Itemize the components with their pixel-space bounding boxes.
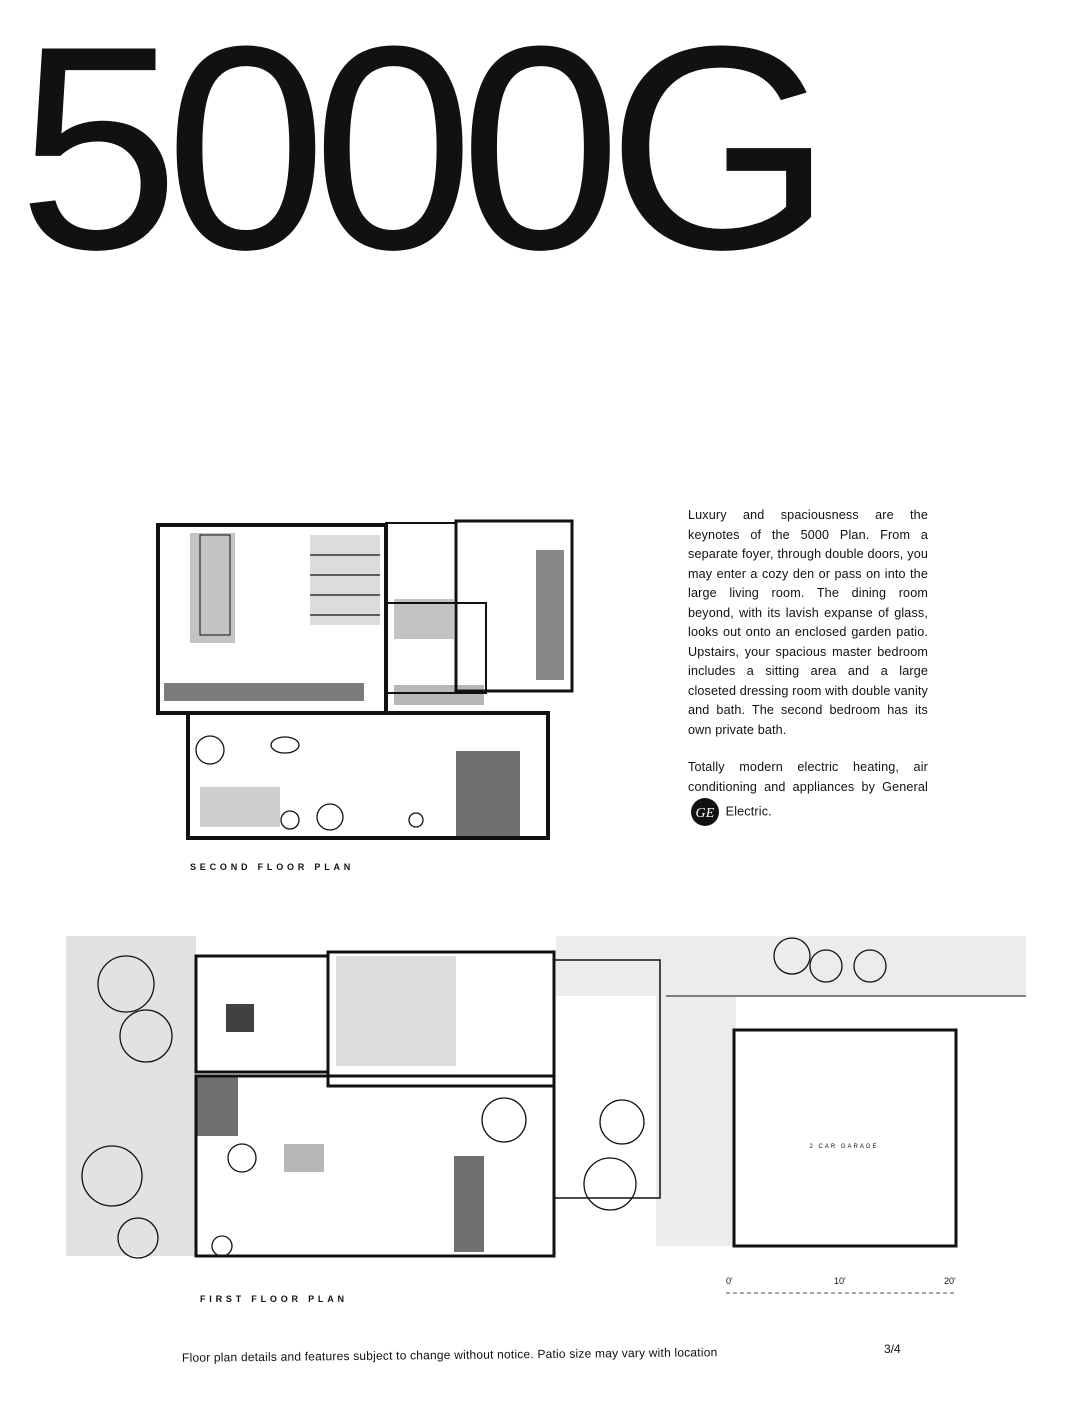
second-floor-plan [150,515,580,845]
scale-twenty: 20' [944,1276,956,1286]
first-floor-plan [66,936,1026,1286]
garage-label: 2 CAR GARAGE [809,1144,879,1150]
description [688,506,928,845]
footer-note: Floor plan details and features subject to change without notice. Patio size may vary with location [181,1345,718,1365]
description-paragraph-2-end: Electric. [725,804,772,819]
page-number: 3/4 [884,1342,901,1356]
page-title: 5000G [18,0,819,310]
description-paragraph-2 [688,758,928,827]
scale-zero: 0' [726,1276,733,1286]
second-floor-caption: SECOND FLOOR PLAN [190,862,355,872]
svg-text:GE: GE [695,806,715,821]
description-paragraph-2-text: Totally modern electric heating, air conditioning and appliances by General [688,760,928,794]
description-paragraph-1: Luxury and spaciousness are the keynotes of the 5000 Plan. From a separate foyer, through double doors, you may enter a cozy den or pass on into the large living room. The dining room beyond, with its lavish expanse of glass, looks out onto an enclosed garden patio. Upstairs, your spacious master bedroom includes a sitting area and a large closeted dressing room with double vanity and bath. The second bedroom has its own private bath. [688,508,928,737]
ge-logo-icon [690,797,720,827]
first-floor-caption: FIRST FLOOR PLAN [200,1294,348,1304]
scale-ten: 10' [834,1276,846,1286]
